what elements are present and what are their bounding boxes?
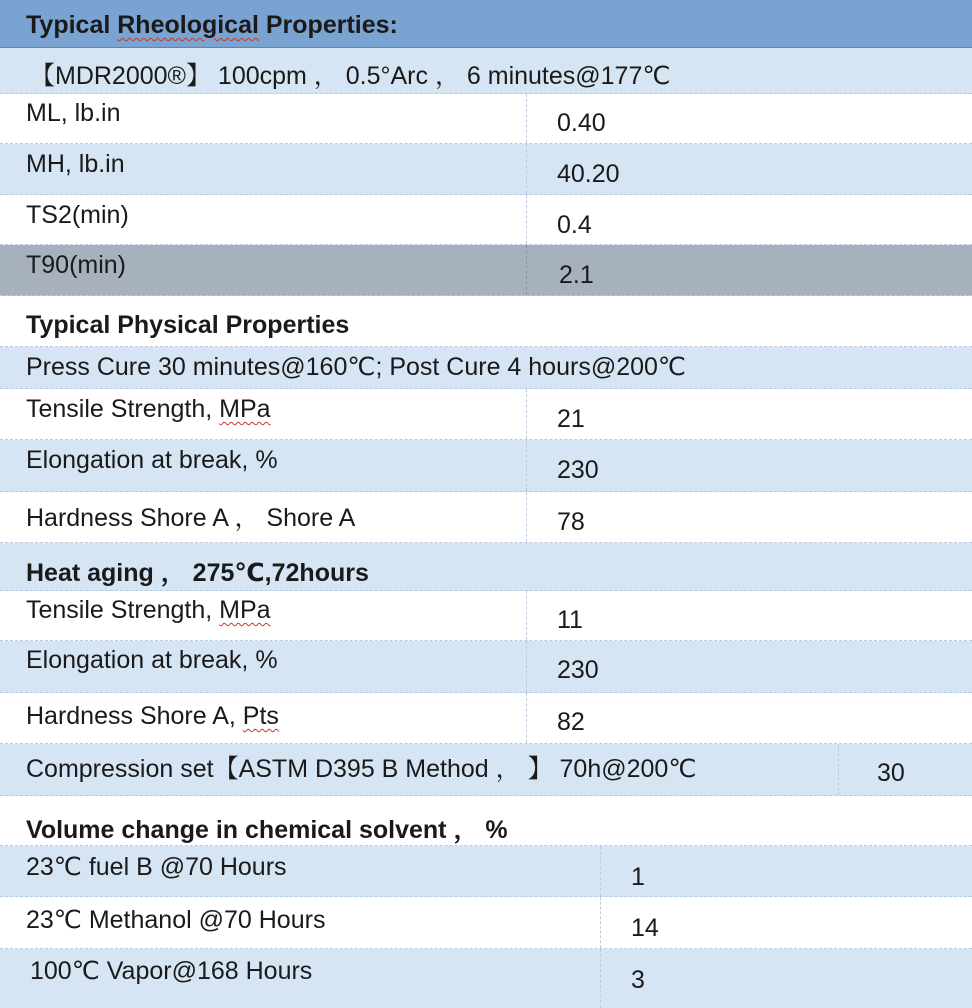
rheological-conditions-row bbox=[0, 48, 972, 94]
property-label-text: Tensile Strength, bbox=[26, 395, 220, 423]
table-row bbox=[0, 440, 972, 492]
property-label bbox=[26, 395, 271, 424]
value-cell bbox=[600, 846, 972, 896]
solvent-value: 14 bbox=[631, 914, 659, 942]
property-value: 230 bbox=[557, 656, 599, 684]
volume-change-title-row bbox=[0, 796, 972, 846]
value-cell bbox=[526, 591, 972, 640]
physical-title-row bbox=[0, 296, 972, 347]
property-label-unit: Pts bbox=[242, 702, 279, 730]
property-label bbox=[26, 702, 279, 731]
rheological-title-pre: Typical bbox=[26, 11, 118, 39]
property-label: TS2(min) bbox=[26, 201, 129, 229]
property-value: 78 bbox=[557, 508, 585, 536]
property-label bbox=[26, 596, 271, 625]
heat-aging-title-row bbox=[0, 543, 972, 591]
value-cell bbox=[526, 389, 972, 439]
solvent-label: 100℃ Vapor@168 Hours bbox=[30, 957, 313, 985]
property-label: T90(min) bbox=[26, 251, 127, 279]
table-row bbox=[0, 492, 972, 543]
solvent-value: 1 bbox=[631, 863, 645, 891]
rheological-title-post: Properties: bbox=[258, 11, 398, 39]
value-cell bbox=[526, 440, 972, 491]
value-cell bbox=[526, 144, 972, 194]
property-label-unit: MPa bbox=[219, 395, 271, 423]
property-label: Elongation at break, % bbox=[26, 646, 278, 674]
property-value: 2.1 bbox=[559, 261, 594, 289]
table-row bbox=[0, 846, 972, 897]
property-label: ML, lb.in bbox=[26, 99, 121, 127]
table-row bbox=[0, 245, 972, 296]
property-label: Hardness Shore A ， Shore A bbox=[26, 504, 356, 532]
table-row bbox=[0, 389, 972, 440]
value-cell bbox=[838, 744, 972, 795]
physical-conditions: Press Cure 30 minutes@160℃; Post Cure 4 hours@200℃ bbox=[26, 353, 686, 381]
table-row bbox=[0, 94, 972, 144]
rheological-title bbox=[26, 11, 398, 40]
table-row bbox=[0, 195, 972, 245]
table-row bbox=[0, 693, 972, 744]
solvent-label: 23℃ fuel B @70 Hours bbox=[26, 853, 287, 881]
property-value: 230 bbox=[557, 456, 599, 484]
property-value: 82 bbox=[557, 708, 585, 736]
rheological-conditions: 【MDR2000®】 100cpm ， 0.5°Arc ， 6 minutes@177℃ bbox=[30, 62, 671, 90]
solvent-value: 3 bbox=[631, 966, 645, 994]
compression-label: Compression set【ASTM D395 B Method ， 】 70h@200℃ bbox=[26, 755, 697, 783]
rheological-title-word: Rheological bbox=[117, 11, 259, 39]
property-value: 21 bbox=[557, 405, 585, 433]
value-cell bbox=[526, 245, 972, 295]
compression-row bbox=[0, 744, 972, 796]
value-cell bbox=[600, 949, 972, 1008]
value-cell bbox=[600, 897, 972, 948]
compression-value: 30 bbox=[877, 759, 905, 787]
property-value: 11 bbox=[557, 606, 583, 634]
table-row bbox=[0, 144, 972, 195]
value-cell bbox=[526, 492, 972, 542]
property-label: Elongation at break, % bbox=[26, 446, 278, 474]
property-label-text: Hardness Shore A, bbox=[26, 702, 243, 730]
physical-title: Typical Physical Properties bbox=[26, 311, 350, 339]
property-label-unit: MPa bbox=[219, 596, 271, 624]
value-cell bbox=[526, 94, 972, 143]
value-cell bbox=[526, 693, 972, 743]
volume-change-title: Volume change in chemical solvent ， % bbox=[26, 816, 508, 844]
table-row bbox=[0, 641, 972, 693]
table-row bbox=[0, 949, 972, 1008]
rheological-title-row bbox=[0, 0, 972, 48]
table-row bbox=[0, 897, 972, 949]
property-value: 0.4 bbox=[557, 211, 592, 239]
heat-aging-title: Heat aging ， 275℃,72hours bbox=[26, 559, 369, 587]
value-cell bbox=[526, 641, 972, 692]
property-value: 40.20 bbox=[557, 160, 620, 188]
property-value: 0.40 bbox=[557, 109, 606, 137]
solvent-label: 23℃ Methanol @70 Hours bbox=[26, 906, 326, 934]
property-label: MH, lb.in bbox=[26, 150, 125, 178]
table-row bbox=[0, 591, 972, 641]
property-label-text: Tensile Strength, bbox=[26, 596, 220, 624]
value-cell bbox=[526, 195, 972, 244]
physical-conditions-row bbox=[0, 347, 972, 389]
